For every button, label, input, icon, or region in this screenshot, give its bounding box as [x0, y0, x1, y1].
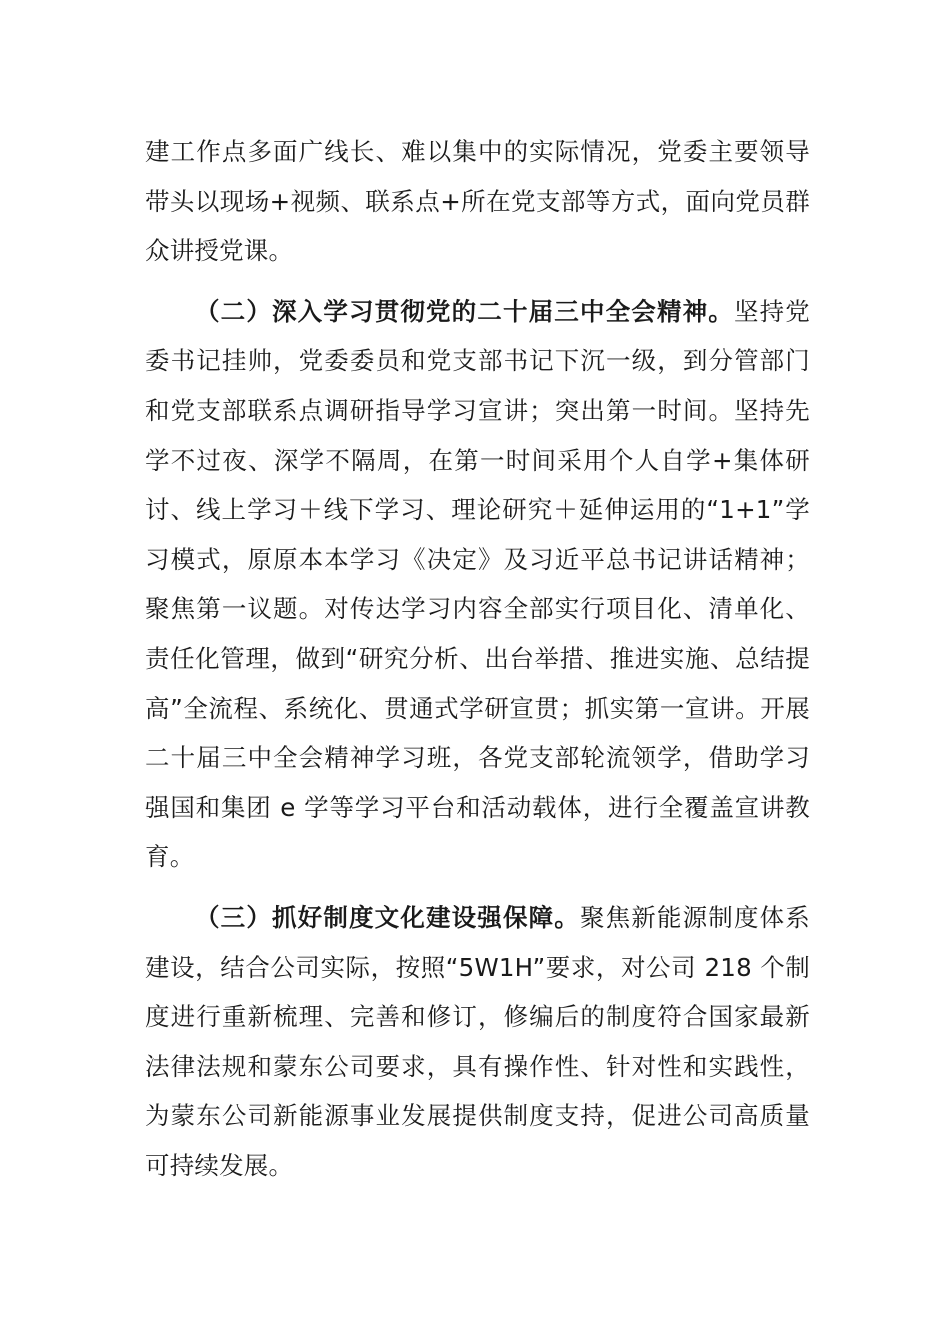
paragraph-section-2: [145, 287, 810, 882]
paragraph-continuation: [145, 127, 810, 276]
paragraph-section-3: [145, 893, 810, 1191]
section-heading: （二）深入学习贯彻党的二十届三中全会精神。: [195, 296, 734, 326]
paragraph-text: 聚焦新能源制度体系建设，结合公司实际，按照“5W1H”要求，对公司 218 个制度进行重新梳理、完善和修订，修编后的制度符合国家最新法律法规和蒙东公司要求，具有操作性、针对性和实践性，为蒙东公司新能源事业发展提供制度支持，促进公司高质量可持续发展。: [145, 902, 810, 1180]
document-body: [145, 127, 810, 1190]
paragraph-text: 坚持党委书记挂帅，党委委员和党支部书记下沉一级，到分管部门和党支部联系点调研指导学习宣讲；突出第一时间。坚持先学不过夜、深学不隔周，在第一时间采用个人自学+集体研讨、线上学习＋线下学习、理论研究＋延伸运用的“1+1”学习模式，原原本本学习《决定》及习近平总书记讲话精神；聚焦第一议题。对传达学习内容全部实行项目化、清单化、责任化管理，做到“研究分析、出台举措、推进实施、总结提高”全流程、系统化、贯通式学研宣贯；抓实第一宣讲。开展二十届三中全会精神学习班，各党支部轮流领学，借助学习强国和集团 e 学等学习平台和活动载体，进行全覆盖宣讲教育。: [145, 296, 810, 872]
section-heading: （三）抓好制度文化建设强保障。: [195, 902, 580, 932]
paragraph-text: 建工作点多面广线长、难以集中的实际情况，党委主要领导带头以现场+视频、联系点+所在党支部等方式，面向党员群众讲授党课。: [145, 137, 810, 266]
